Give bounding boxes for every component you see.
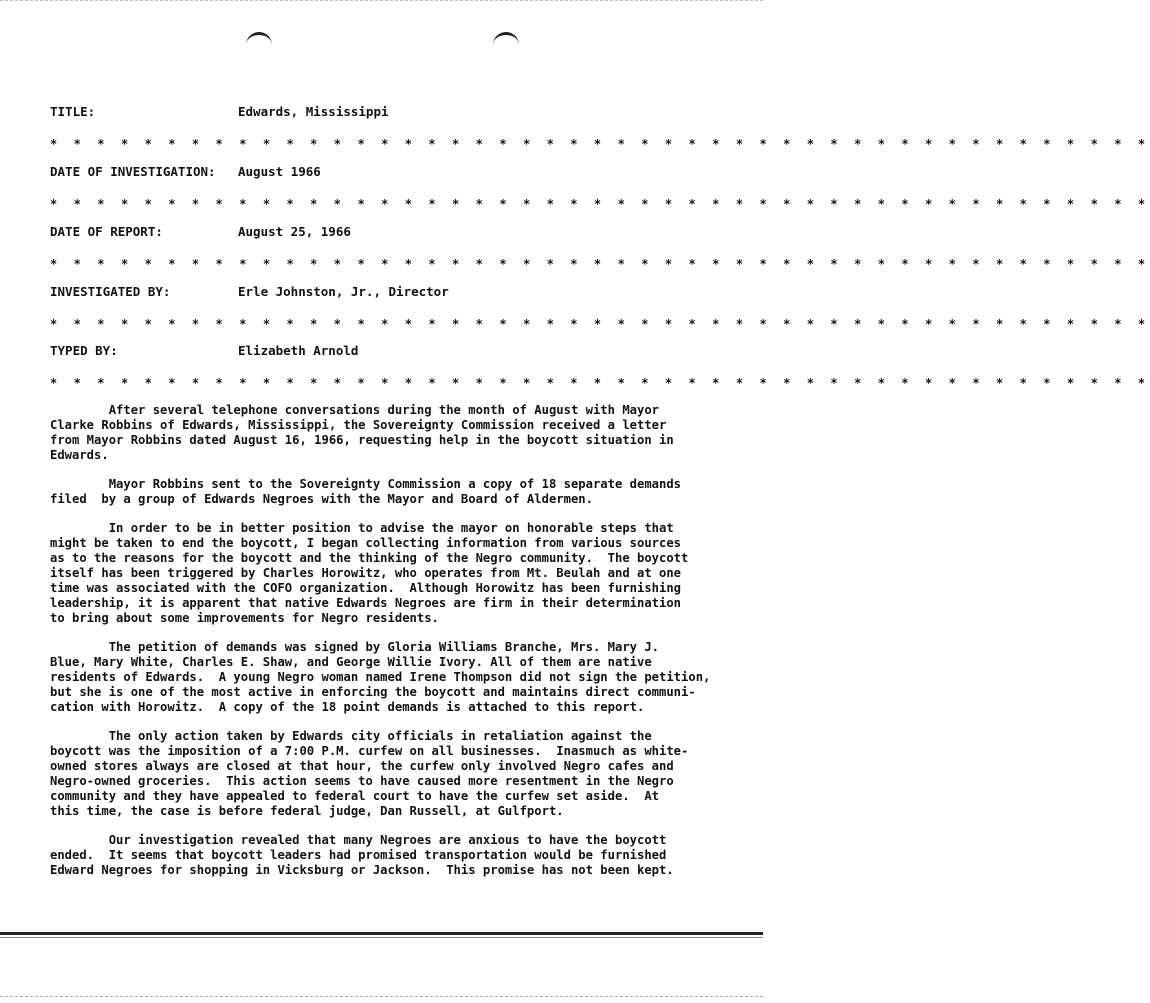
paragraph-line: might be taken to end the boycott, I began collecting information from various sources	[50, 536, 682, 550]
punch-hole-right	[493, 32, 519, 49]
bottom-rule-thin	[0, 937, 763, 938]
paragraph-line: The only action taken by Edwards city officials in retaliation against the	[50, 729, 652, 743]
separator-4: * * * * * * * * * * * * * * * * * * * * * * * * * * * * * * * * * * * * * * * * * * * * * * *	[50, 317, 1150, 331]
paragraph-line: community and they have appealed to federal court to have the curfew set aside. At	[50, 789, 660, 803]
paragraph-line: time was associated with the COFO organization. Although Horowitz has been furnishing	[50, 581, 682, 595]
paragraph-line: The petition of demands was signed by Gloria Williams Branche, Mrs. Mary J.	[50, 640, 660, 654]
paragraph-line: Negro-owned groceries. This action seems to have caused more resentment in the Negro	[50, 774, 674, 788]
title-label: TITLE:	[50, 104, 96, 119]
paragraph-line: cation with Horowitz. A copy of the 18 point demands is attached to this report.	[50, 700, 645, 714]
investigated-by-value: Erle Johnston, Jr., Director	[238, 284, 449, 299]
paragraph-line: from Mayor Robbins dated August 16, 1966, requesting help in the boycott situation in	[50, 433, 674, 447]
title-field	[50, 104, 389, 119]
investigated-by-field	[50, 284, 449, 299]
separator-2: * * * * * * * * * * * * * * * * * * * * * * * * * * * * * * * * * * * * * * * * * * * * * * *	[50, 197, 1150, 211]
separator-1: * * * * * * * * * * * * * * * * * * * * * * * * * * * * * * * * * * * * * * * * * * * * * * *	[50, 137, 1150, 151]
paragraph-line: filed by a group of Edwards Negroes with the Mayor and Board of Aldermen.	[50, 492, 593, 506]
paragraph-line: boycott was the imposition of a 7:00 P.M. curfew on all businesses. Inasmuch as white-	[50, 744, 689, 758]
date-of-report-field	[50, 224, 351, 239]
paragraph-line: owned stores always are closed at that hour, the curfew only involved Negro cafes and	[50, 759, 674, 773]
doi-label: DATE OF INVESTIGATION:	[50, 164, 216, 179]
paragraph-6	[50, 833, 730, 878]
investigated-by-label: INVESTIGATED BY:	[50, 284, 171, 299]
paragraph-line: as to the reasons for the boycott and the thinking of the Negro community. The boycott	[50, 551, 689, 565]
paragraph-line: to bring about some improvements for Negro residents.	[50, 611, 439, 625]
title-value: Edwards, Mississippi	[238, 104, 389, 119]
paragraph-line: Clarke Robbins of Edwards, Mississippi, the Sovereignty Commission received a letter	[50, 418, 667, 432]
paragraph-line: but she is one of the most active in enforcing the boycott and maintains direct communi-	[50, 685, 696, 699]
dor-label: DATE OF REPORT:	[50, 224, 163, 239]
paragraph-line: Edwards.	[50, 448, 109, 462]
date-of-investigation-field	[50, 164, 321, 179]
typed-by-field	[50, 343, 358, 358]
paragraph-3	[50, 521, 730, 626]
paragraph-line: leadership, it is apparent that native Edwards Negroes are firm in their determination	[50, 596, 682, 610]
paragraph-1	[50, 403, 730, 463]
punch-hole-left	[246, 32, 272, 49]
paragraph-line: Edward Negroes for shopping in Vicksburg or Jackson. This promise has not been kept.	[50, 863, 674, 877]
top-edge-dashes	[0, 0, 763, 3]
paragraph-5	[50, 729, 730, 819]
paragraph-line: Mayor Robbins sent to the Sovereignty Commission a copy of 18 separate demands	[50, 477, 682, 491]
separator-3: * * * * * * * * * * * * * * * * * * * * * * * * * * * * * * * * * * * * * * * * * * * * * * *	[50, 257, 1150, 271]
paragraph-line: this time, the case is before federal judge, Dan Russell, at Gulfport.	[50, 804, 564, 818]
typed-by-label: TYPED BY:	[50, 343, 118, 358]
paragraph-2	[50, 477, 730, 507]
paragraph-line: ended. It seems that boycott leaders had promised transportation would be furnished	[50, 848, 667, 862]
dor-value: August 25, 1966	[238, 224, 351, 239]
paragraph-line: Our investigation revealed that many Negroes are anxious to have the boycott	[50, 833, 667, 847]
paragraph-line: Blue, Mary White, Charles E. Shaw, and George Willie Ivory. All of them are native	[50, 655, 652, 669]
paragraph-line: In order to be in better position to advise the mayor on honorable steps that	[50, 521, 674, 535]
doi-value: August 1966	[238, 164, 321, 179]
bottom-rule	[0, 932, 763, 935]
paragraph-line: residents of Edwards. A young Negro woman named Irene Thompson did not sign the petition,	[50, 670, 711, 684]
paragraph-line: After several telephone conversations during the month of August with Mayor	[50, 403, 660, 417]
separator-5: * * * * * * * * * * * * * * * * * * * * * * * * * * * * * * * * * * * * * * * * * * * * * * *	[50, 376, 1150, 390]
paragraph-4	[50, 640, 730, 715]
paragraph-line: itself has been triggered by Charles Horowitz, who operates from Mt. Beulah and at one	[50, 566, 682, 580]
typed-by-value: Elizabeth Arnold	[238, 343, 359, 358]
bottom-edge-dashes	[0, 996, 763, 997]
